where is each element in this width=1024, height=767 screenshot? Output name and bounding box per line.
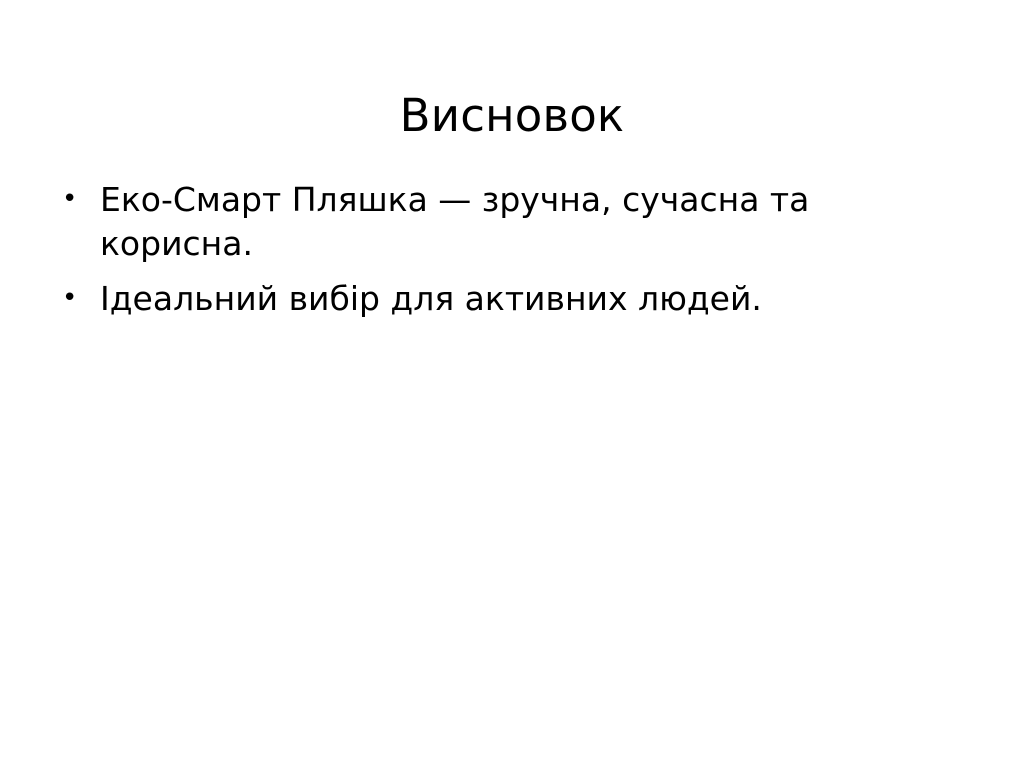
list-item-text: Еко-Смарт Пляшка — зручна, сучасна та корисна. [100, 180, 810, 263]
bullet-dot-icon: • [62, 283, 78, 314]
list-item-text: Ідеальний вибір для активних людей. [100, 279, 762, 319]
bullet-dot-icon: • [62, 184, 78, 214]
list-item [48, 178, 928, 265]
page-title: Висновок [399, 89, 625, 143]
bullet-list [48, 178, 928, 333]
list-item [48, 277, 928, 321]
